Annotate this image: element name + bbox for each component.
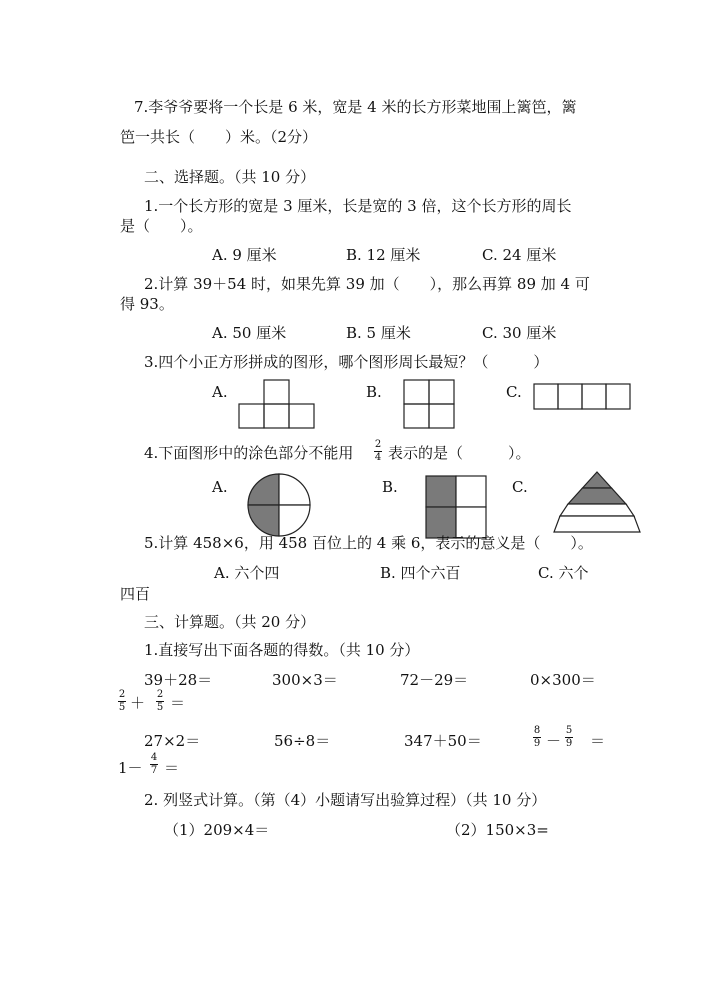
s3-row2-frac-b-den: 9	[565, 738, 573, 749]
s2q4-label-a: A.	[212, 478, 228, 496]
s3-row2-frac-eq: ＝	[590, 732, 606, 750]
s3-row1-item2: 300×3＝	[272, 671, 338, 689]
s3-row1b-op: ＋	[130, 694, 146, 712]
s2q2-option-a: A. 50 厘米	[212, 324, 287, 342]
s2q1-option-a: A. 9 厘米	[212, 246, 277, 264]
section3-title: 三、计算题。（共 20 分）	[144, 613, 316, 631]
s3-row2b-frac-den: 7	[150, 765, 158, 776]
s2q1-option-b: B. 12 厘米	[346, 246, 421, 264]
s3-vertical-1: （1）209×4＝	[164, 821, 270, 839]
q3-figure-c	[533, 383, 633, 411]
s3-row1b-frac-b-den: 5	[156, 702, 164, 713]
s3-row2-item1: 27×2＝	[144, 732, 201, 750]
s2q2-line1: 2.计算 39＋54 时，如果先算 39 加（ ），那么再算 89 加 4 可	[144, 275, 590, 293]
s2q4-fraction	[374, 440, 382, 463]
s2q4-post: 表示的是（ ）。	[388, 444, 531, 462]
s3-row2b-frac-num: 4	[150, 752, 158, 763]
s3-row1b-frac-a	[118, 690, 126, 713]
s3-vertical-2: （2）150×3=	[446, 821, 549, 839]
s3-row2b-pre: 1－	[118, 759, 143, 777]
s3-row1b-frac-b-num: 2	[156, 689, 164, 700]
s2q5-line1: 5.计算 458×6，用 458 百位上的 4 乘 6，表示的意义是（ ）。	[144, 534, 593, 552]
s3-row2-item3: 347＋50＝	[404, 732, 482, 750]
s2q2-option-c: C. 30 厘米	[482, 324, 557, 342]
q3-figure-b	[403, 378, 457, 430]
q7-line2: 笆一共长（ ）米。（2分）	[120, 128, 318, 146]
s2q1-line1: 1.一个长方形的宽是 3 厘米，长是宽的 3 倍，这个长方形的周长	[144, 197, 572, 215]
q4-figure-a-circle	[246, 472, 314, 540]
s2q5-option-a: A. 六个四	[214, 564, 280, 582]
s3-row2b-eq: ＝	[164, 759, 180, 777]
s2q3-label-b: B.	[366, 383, 382, 401]
s3-row1b-frac-a-den: 5	[118, 702, 126, 713]
s2q4-pre: 4.下面图形中的涂色部分不能用	[144, 444, 354, 462]
s2q2-option-b: B. 5 厘米	[346, 324, 411, 342]
s2q3-line1: 3.四个小正方形拼成的图形，哪个图形周长最短？（ ）	[144, 353, 549, 371]
s2q2-line2: 得 93。	[120, 295, 174, 313]
s3-row2-frac-b-num: 5	[565, 725, 573, 736]
s3-row2b-frac	[150, 753, 158, 776]
s3-row1-item3: 72－29＝	[400, 671, 469, 689]
s3-sub2: 2. 列竖式计算。（第（4）小题请写出验算过程）（共 10 分）	[144, 791, 547, 809]
s3-sub1: 1.直接写出下面各题的得数。（共 10 分）	[144, 641, 420, 659]
s2q1-option-c: C. 24 厘米	[482, 246, 557, 264]
s3-row1b-eq: ＝	[170, 694, 186, 712]
s2q3-label-a: A.	[212, 383, 228, 401]
s2q4-label-c: C.	[512, 478, 528, 496]
q4-figure-b-square	[425, 475, 489, 539]
s2q5-option-b: B. 四个六百	[380, 564, 461, 582]
s2q4-frac-num: 2	[374, 439, 382, 450]
s2q5-option-c: C. 六个	[538, 564, 589, 582]
s3-row1b-frac-a-num: 2	[118, 689, 126, 700]
s3-row1-item1: 39＋28＝	[144, 671, 213, 689]
s2q3-label-c: C.	[506, 383, 522, 401]
s2q4-frac-den: 4	[374, 452, 382, 463]
s3-row2-frac-a	[533, 726, 541, 749]
s2q5-tail: 四百	[120, 585, 151, 603]
s3-row1-item4: 0×300＝	[530, 671, 596, 689]
s2q4-label-b: B.	[382, 478, 398, 496]
s3-row1b-frac-b	[156, 690, 164, 713]
q7-line1: 7.李爷爷要将一个长是 6 米，宽是 4 米的长方形菜地围上篱笆，篱	[134, 98, 577, 116]
s3-row2-frac-a-den: 9	[533, 738, 541, 749]
q3-figure-a	[238, 378, 318, 430]
s3-row2-item2: 56÷8＝	[274, 732, 331, 750]
s3-row2-frac-op: －	[546, 732, 562, 750]
s3-row2-frac-a-num: 8	[533, 725, 541, 736]
q4-figure-c-triangle	[554, 470, 644, 536]
section2-title: 二、选择题。（共 10 分）	[144, 168, 316, 186]
s2q1-line2: 是（ ）。	[120, 217, 203, 235]
s3-row2-frac-b	[565, 726, 573, 749]
